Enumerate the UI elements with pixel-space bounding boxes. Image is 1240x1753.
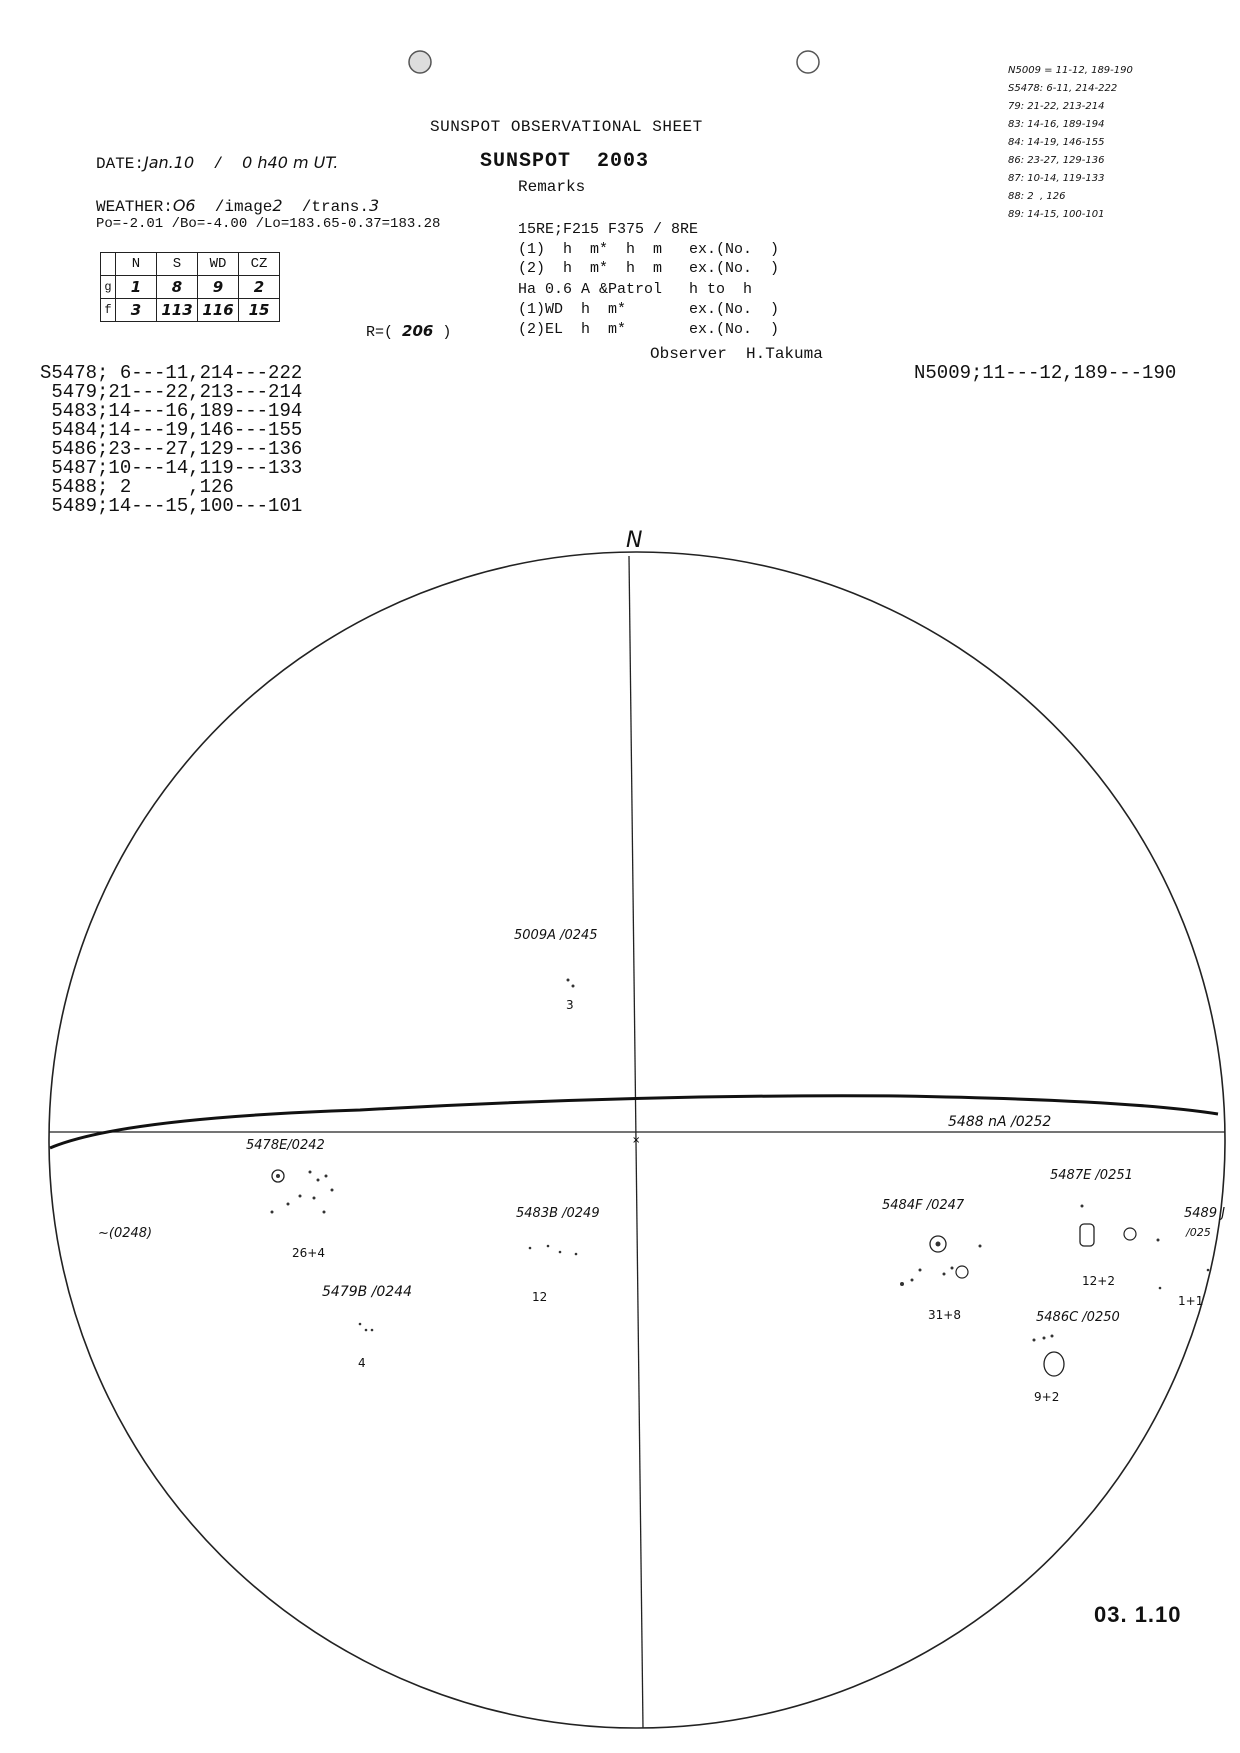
spot-label-5489-suffix: /025 (1186, 1226, 1211, 1239)
spot-group-5487E (1080, 1205, 1160, 1247)
r-close: ) (442, 324, 452, 341)
remarks-label: Remarks (518, 178, 586, 196)
count-cell: 116 (198, 299, 239, 322)
handwritten-note-row: 88: 2 , 126 (1008, 191, 1066, 202)
spot-group-5483B (529, 1245, 578, 1256)
spot-count-5478E: 26+4 (292, 1246, 325, 1260)
weather-label: WEATHER: (96, 198, 173, 216)
col-header: S (157, 253, 198, 276)
spot-count-5486C: 9+2 (1034, 1390, 1060, 1404)
sheet-title: SUNSPOT OBSERVATIONAL SHEET (430, 118, 703, 136)
count-cell: 1 (116, 276, 157, 299)
spot-label-5483B: 5483B /0249 (516, 1206, 600, 1221)
south-region-row: 5489;14---15,100---101 (40, 495, 303, 517)
handwritten-note-row: S5478: 6-11, 214-222 (1008, 83, 1118, 94)
remark-row: Ha 0.6 A &Patrol h to h (518, 281, 753, 298)
trans-label: /trans. (301, 198, 370, 216)
spot-group-5009A (567, 979, 575, 988)
remark-row: 15RE;F215 F375 / 8RE (518, 221, 699, 238)
r-value: 206 (402, 322, 434, 340)
spot-label-0248 (98, 1226, 152, 1241)
date-stamp: 03. 1.10 (1094, 1602, 1182, 1627)
spot-count-5487E: 12+2 (1082, 1274, 1115, 1288)
handwritten-note-row: 79: 21-22, 213-214 (1008, 101, 1105, 112)
spot-group-5479B (359, 1323, 374, 1332)
handwritten-note-row: 86: 23-27, 129-136 (1008, 155, 1105, 166)
spot-label-5479B: 5479B /0244 (322, 1284, 413, 1300)
spot-0248-number: (0248) (108, 1226, 153, 1241)
date-label: DATE: (96, 155, 145, 173)
sunspot-label: SUNSPOT (480, 150, 572, 173)
observer-line: Observer H.Takuma (650, 345, 823, 363)
south-region-row: 5486;23---27,129---136 (40, 438, 303, 460)
spot-group-5484F (900, 1236, 982, 1286)
orientation-params: Po=-2.01 /Bo=-4.00 /Lo=183.65-0.37=183.28 (96, 216, 441, 232)
south-region-row: 5484;14---19,146---155 (40, 419, 303, 441)
spot-label-5009A: 5009A /0245 (514, 928, 598, 943)
spot-label-5487E: 5487E /0251 (1050, 1168, 1133, 1183)
handwritten-note-row: 89: 14-15, 100-101 (1008, 209, 1105, 220)
weather-value: O6 (172, 196, 196, 215)
spot-group-5478E (271, 1170, 334, 1214)
count-cell: 3 (116, 299, 157, 322)
handwritten-note-row: 83: 14-16, 189-194 (1008, 119, 1105, 130)
row-label: f (101, 299, 116, 322)
row-label: g (101, 276, 116, 299)
date-line: DATE:Jan.10 / 0 h40 m UT. (96, 153, 339, 173)
col-header: CZ (239, 253, 280, 276)
handwritten-note-row: N5009 = 11-12, 189-190 (1008, 65, 1133, 76)
count-cell: 15 (239, 299, 280, 322)
spot-label-5489J: 5489 J (1184, 1206, 1226, 1221)
handwritten-note-row: 87: 10-14, 119-133 (1008, 173, 1105, 184)
south-region-row: 5488; 2 ,126 (40, 476, 234, 498)
count-cell: 9 (198, 276, 239, 299)
r-label: R=( (366, 324, 394, 341)
south-region-row: 5487;10---14,119---133 (40, 457, 303, 479)
south-region-row: S5478; 6---11,214---222 (40, 362, 303, 384)
handwritten-note-row: 84: 14-19, 146-155 (1008, 137, 1105, 148)
spot-label-5488nA: 5488 nA /0252 (948, 1114, 1052, 1130)
remark-row: (1) h m* h m ex.(No. ) (518, 241, 780, 258)
spot-label-5478E: 5478E/0242 (246, 1138, 325, 1153)
north-region-row: N5009;11---12,189---190 (914, 362, 1177, 384)
north-mark: N (626, 528, 643, 553)
image-label: /image (214, 198, 273, 216)
year: 2003 (597, 150, 650, 173)
spot-count-5489J: 1+1 (1178, 1294, 1204, 1308)
trans-value: 3 (369, 196, 380, 215)
spot-0248-marker: ~ (98, 1226, 109, 1241)
south-region-row: 5483;14---16,189---194 (40, 400, 303, 422)
date-value: Jan.10 (144, 153, 195, 172)
count-cell: 2 (239, 276, 280, 299)
count-cell: 8 (157, 276, 198, 299)
spot-count-5479B: 4 (358, 1356, 366, 1370)
col-header: N (116, 253, 157, 276)
image-value: 2 (272, 196, 283, 215)
remark-row: (2) h m* h m ex.(No. ) (518, 260, 780, 277)
count-cell: 113 (157, 299, 198, 322)
spot-group-5489J (1159, 1269, 1210, 1290)
spot-count-5483B: 12 (532, 1290, 548, 1304)
col-header: WD (198, 253, 239, 276)
remark-row: (1)WD h m* ex.(No. ) (518, 301, 780, 318)
south-region-row: 5479;21---22,213---214 (40, 381, 303, 403)
spot-count-5009A: 3 (566, 998, 574, 1012)
spot-count-5484F: 31+8 (928, 1308, 961, 1322)
remark-row: (2)EL h m* ex.(No. ) (518, 321, 780, 338)
spot-label-5484F: 5484F /0247 (882, 1198, 965, 1213)
spot-label-5486C: 5486C /0250 (1036, 1310, 1120, 1325)
center-cross: × (632, 1135, 641, 1146)
spot-group-5486C (1033, 1335, 1065, 1377)
time-value: 0 h40 m UT. (242, 153, 339, 172)
